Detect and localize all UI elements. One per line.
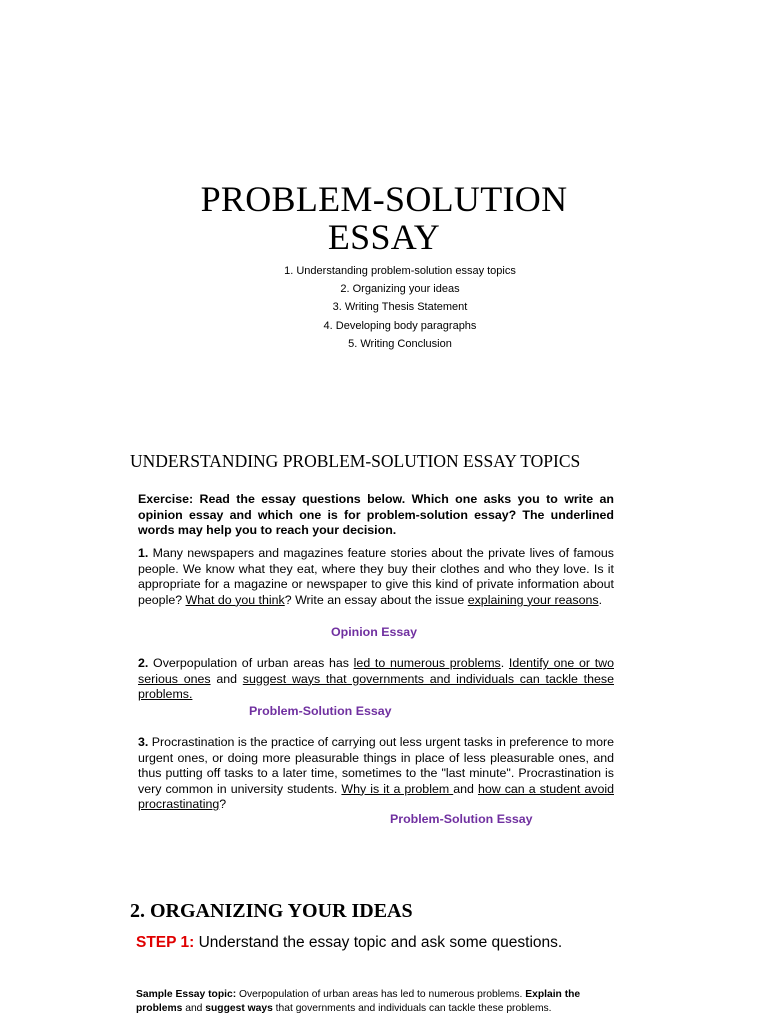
underlined-cue: What do you think	[185, 592, 285, 607]
answer-label-problem-solution: Problem-Solution Essay	[390, 812, 533, 826]
title-line-1: PROBLEM-SOLUTION	[200, 179, 568, 219]
question-text: and	[210, 671, 243, 686]
question-number: 3.	[138, 735, 149, 749]
question-text: Many newspapers and magazines feature stories about the private lives of famous people. We know what they eat, where they buy their clothes and who they love. Is it appropriate for a magazine or newspaper to give this kind of private information about people?	[138, 546, 614, 607]
step-1	[136, 934, 562, 952]
answer-label-opinion: Opinion Essay	[331, 625, 418, 639]
toc-item: 1. Understanding problem-solution essay topics	[284, 265, 516, 277]
question-1	[138, 546, 614, 608]
section-heading-organizing: 2. ORGANIZING YOUR IDEAS	[130, 900, 413, 922]
step-text: Understand the essay topic and ask some questions.	[194, 934, 563, 951]
sample-text: and	[182, 1003, 206, 1014]
question-number: 2.	[138, 656, 149, 670]
title-line-2: ESSAY	[327, 217, 441, 257]
question-2	[138, 656, 614, 703]
underlined-cue: Identify one or two serious ones	[138, 656, 614, 686]
underlined-cue: led to numerous problems	[353, 656, 501, 670]
question-text: and	[453, 781, 478, 796]
underlined-cue: how can a student avoid procrastinating	[138, 781, 614, 812]
question-text: Procrastination is the practice of carrying out less urgent tasks in preference to more urgent ones, or doing more pleasurable things in place of less pleasurable ones, and thus putting off tasks to a later time, sometimes to the "last minute". Procrastination is very common in university students.	[138, 735, 614, 796]
exercise-instructions: Exercise: Read the essay questions below. Which one asks you to write an opinion essay and which one is for problem-solution essay? The underlined words may help you to reach your decision.	[138, 492, 614, 538]
question-text: .	[598, 592, 603, 607]
table-of-contents	[0, 262, 768, 353]
sample-text: Overpopulation of urban areas has led to numerous problems.	[236, 989, 526, 1000]
question-number: 1.	[138, 546, 149, 560]
underlined-cue: Why is it a problem	[341, 781, 454, 796]
answer-label-problem-solution: Problem-Solution Essay	[249, 704, 392, 718]
question-3	[138, 735, 614, 813]
toc-item: 5. Writing Conclusion	[348, 337, 452, 350]
underlined-cue: suggest ways that governments and individuals can tackle these problems.	[138, 671, 614, 702]
step-label: STEP 1:	[136, 934, 195, 951]
section-heading-understanding: UNDERSTANDING PROBLEM-SOLUTION ESSAY TOPICS	[130, 451, 581, 471]
sample-label: Sample Essay topic:	[136, 989, 237, 1000]
question-text: ?	[219, 797, 227, 812]
sample-emphasis: Explain the problems	[136, 989, 581, 1014]
sample-text: that governments and individuals can tackle these problems.	[272, 1003, 552, 1014]
toc-item: 2. Organizing your ideas	[340, 283, 460, 296]
question-text: .	[500, 656, 509, 670]
toc-item: 4. Developing body paragraphs	[323, 319, 477, 332]
question-text: Overpopulation of urban areas has	[148, 656, 354, 670]
question-text: ? Write an essay about the issue	[284, 592, 468, 607]
underlined-cue: explaining your reasons	[467, 592, 599, 607]
document-title	[0, 180, 768, 256]
toc-item: 3. Writing Thesis Statement	[332, 301, 468, 314]
sample-emphasis: suggest ways	[205, 1003, 273, 1014]
sample-essay-topic	[136, 988, 606, 1016]
